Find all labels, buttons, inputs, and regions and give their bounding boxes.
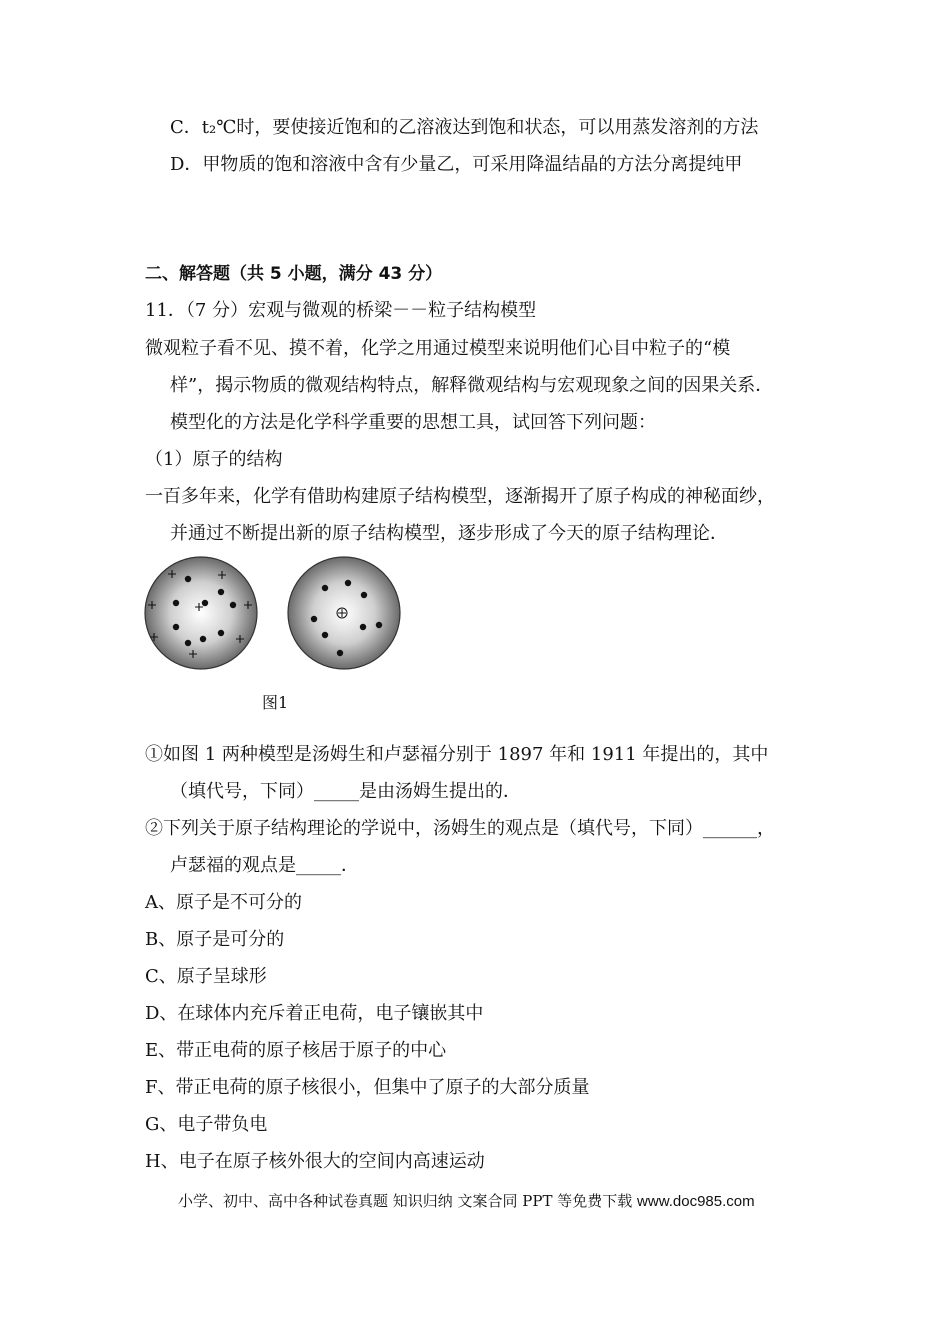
part1-label: （1）原子的结构 [145, 449, 283, 470]
sub1-line-1: ①如图 1 两种模型是汤姆生和卢瑟福分别于 1897 年和 1911 年提出的，其中 [145, 744, 769, 765]
question-title: 11．（7 分）宏观与微观的桥梁－－粒子结构模型 [145, 300, 537, 321]
choice-b: B、原子是可分的 [145, 929, 285, 950]
section-heading: 二、解答题（共 5 小题，满分 43 分） [145, 264, 443, 284]
sub2-line-2: 卢瑟福的观点是_____． [170, 855, 359, 876]
choice-e: E、带正电荷的原子核居于原子的中心 [145, 1040, 447, 1061]
footer-url[interactable]: www.doc985.com [637, 1193, 755, 1210]
choice-f: F、带正电荷的原子核很小，但集中了原子的大部分质量 [145, 1077, 590, 1098]
part1-text-1: 一百多年来，化学有借助构建原子结构模型，逐渐揭开了原子构成的神秘面纱， [145, 486, 775, 507]
choice-c: C、原子呈球形 [145, 966, 267, 987]
sub2-line-1: ②下列关于原子结构理论的学说中，汤姆生的观点是（填代号，下同）______， [145, 818, 775, 839]
rutherford-model [288, 557, 400, 669]
option-d: D．甲物质的饱和溶液中含有少量乙，可采用降温结晶的方法分离提纯甲 [170, 154, 743, 175]
intro-line-1: 微观粒子看不见、摸不着，化学之用通过模型来说明他们心目中粒子的“模 [145, 338, 731, 359]
part1-text-2: 并通过不断提出新的原子结构模型，逐步形成了今天的原子结构理论． [170, 523, 728, 544]
option-c: C．t₂℃时，要使接近饱和的乙溶液达到饱和状态，可以用蒸发溶剂的方法 [170, 117, 759, 138]
choice-a: A、原子是不可分的 [145, 892, 302, 913]
sub1-line-2: （填代号，下同）_____是由汤姆生提出的． [170, 781, 521, 802]
choice-g: G、电子带负电 [145, 1114, 268, 1135]
atom-models-figure [143, 555, 413, 715]
choice-h: H、电子在原子核外很大的空间内高速运动 [145, 1151, 485, 1172]
thomson-model [145, 557, 257, 669]
intro-line-2: 样”，揭示物质的微观结构特点，解释微观结构与宏观现象之间的因果关系． [170, 375, 774, 396]
figure-caption: 图1 [262, 693, 289, 712]
footer [178, 1190, 755, 1213]
footer-text: 小学、初中、高中各种试卷真题 知识归纳 文案合同 PPT 等免费下载 [178, 1192, 638, 1210]
choice-d: D、在球体内充斥着正电荷，电子镶嵌其中 [145, 1003, 484, 1024]
intro-line-3: 模型化的方法是化学科学重要的思想工具，试回答下列问题： [170, 412, 656, 433]
